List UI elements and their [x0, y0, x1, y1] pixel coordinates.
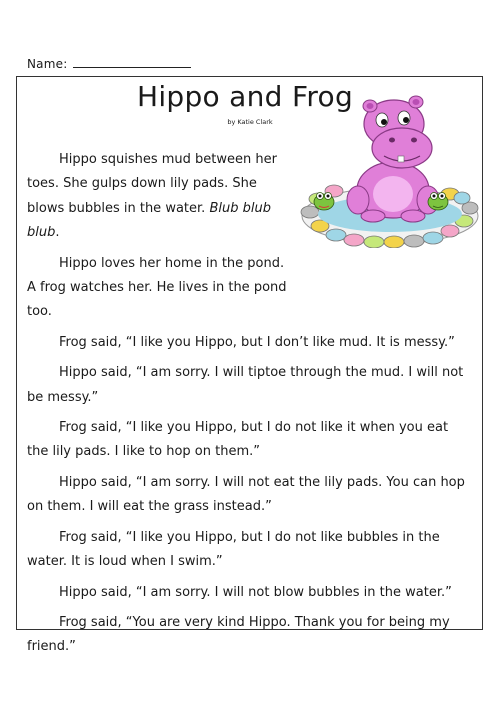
story-paragraph-1-text: Hippo squishes mud between her toes. She gulps down lily pads. She blows bubbles in the water. — [27, 152, 277, 216]
story-paragraph-8: Hippo said, “I am sorry. I will not blow bubbles in the water.” — [59, 584, 452, 600]
story-paragraph-5: Frog said, “I like you Hippo, but I do not like it when you eat the lily pads. I like to hop on them.” — [27, 420, 449, 460]
name-row — [27, 56, 191, 71]
name-blank-line[interactable] — [73, 56, 191, 68]
author-byline: by Katie Clark — [227, 118, 273, 126]
name-label: Name: — [27, 57, 68, 71]
story-paragraph-1-end: . — [55, 225, 60, 241]
story-paragraph-1 — [27, 148, 295, 246]
story-paragraph-4: Hippo said, “I am sorry. I will tiptoe through the mud. I will not be messy.” — [27, 365, 464, 405]
story-paragraph-3: Frog said, “I like you Hippo, but I don’t like mud. It is messy.” — [59, 334, 455, 350]
worksheet-title: Hippo and Frog — [136, 80, 354, 113]
story-paragraph-7: Frog said, “I like you Hippo, but I do not like bubbles in the water. It is loud when I swim.” — [27, 529, 440, 570]
story-paragraph-2: Hippo loves her home in the pond. A frog watches her. He lives in the pond too. — [27, 255, 287, 320]
story-text — [27, 148, 472, 660]
story-paragraph-9: Frog said, “You are very kind Hippo. Thank you for being my friend.” — [27, 614, 450, 655]
story-paragraph-1-italic: Blub blub blub — [27, 200, 271, 241]
story-paragraph-6: Hippo said, “I am sorry. I will not eat the lily pads. You can hop on them. I will eat the grass instead.” — [27, 474, 465, 515]
